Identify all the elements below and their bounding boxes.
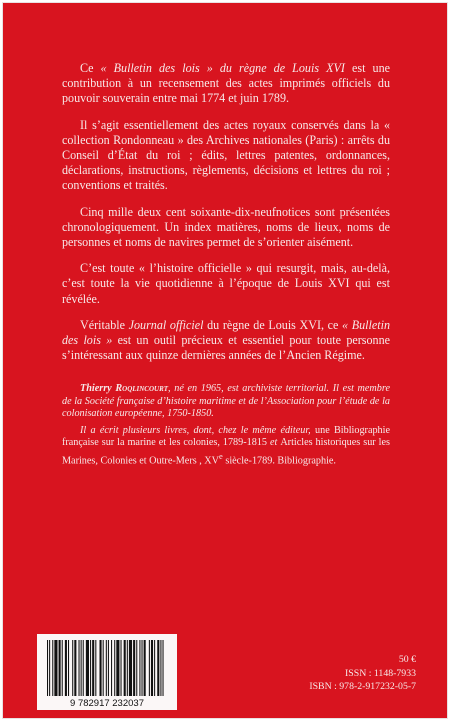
barcode-bar — [139, 640, 140, 696]
barcode-bar — [116, 640, 119, 696]
barcode-bar — [83, 640, 84, 696]
blurb-text — [62, 61, 390, 363]
barcode-bar — [124, 640, 126, 696]
barcode-bar — [103, 640, 104, 696]
barcode-bar — [90, 640, 91, 696]
barcode-bar — [72, 640, 73, 696]
barcode-bar — [129, 640, 132, 696]
barcode-bar — [108, 640, 109, 696]
barcode-bar — [136, 640, 137, 696]
author-bio-paragraph-2: Il a écrit plusieurs livres, dont, chez le même éditeur, une Bibliographie française sur la marine et les colonies, 1789-1815 et Articles historiques sur les Marines, Colonies et Outre-Mers , XVe siècle-1789. Bibliographie. — [62, 424, 391, 467]
barcode-bar — [163, 640, 164, 696]
barcode-bar — [74, 640, 76, 696]
barcode-bar — [49, 640, 50, 696]
barcode-bar — [151, 640, 153, 696]
barcode-bar — [62, 640, 63, 696]
barcode-bars — [37, 634, 177, 710]
barcode — [37, 634, 177, 710]
issn: ISSN : 1148-7933 — [345, 667, 416, 679]
barcode-bar — [127, 640, 128, 696]
barcode-bar — [52, 640, 53, 696]
author-bio — [62, 383, 390, 472]
barcode-digits: 9 782917 232037 — [70, 698, 144, 709]
barcode-bar — [100, 640, 102, 696]
barcode-bar — [79, 640, 80, 696]
barcode-bar — [92, 640, 94, 696]
blurb-paragraph-1: Ce « Bulletin des lois » du règne de Louis XVI est une contribution à un recensement des actes imprimés officiels du pouvoir souverain entre mai 1774 et juin 1789. — [62, 61, 390, 106]
barcode-bar — [111, 640, 112, 696]
barcode-bar — [68, 640, 69, 696]
barcode-bar — [86, 640, 89, 696]
barcode-bar — [95, 640, 96, 696]
blurb-paragraph-3: Cinq mille deux cent soixante-dix-neufnotices sont présentées chronologiquement. Un index matières, noms de lieux, noms de personnes et noms de navires permet de s’orienter aisément. — [62, 204, 390, 250]
back-cover — [3, 3, 447, 718]
price: 50 € — [398, 654, 416, 665]
blurb-paragraph-4: C’est toute « l’histoire officielle » qui resurgit, mais, au-delà, c’est toute la vie quotidienne à l’époque de Louis XVI qui est révélée. — [62, 261, 390, 306]
barcode-bar — [160, 640, 161, 696]
barcode-bar — [54, 640, 57, 696]
barcode-bar — [121, 640, 122, 696]
barcode-bar — [154, 640, 155, 696]
blurb-paragraph-2: Il s’agit essentiellement des actes royaux conservés dans la « collection Rondonneau » des Archives nationales (Paris) : arrêts du Conseil d’État du roi ; édits, lettres patentes, ordonnances, déclarations, instructions, règlements, décisions et lettres du roi ; conventions et traités. — [62, 117, 390, 193]
barcode-bar — [142, 640, 143, 696]
author-name: Thierry Roqlincourt — [80, 383, 169, 394]
barcode-bar — [149, 640, 150, 696]
barcode-bar — [81, 640, 82, 696]
blurb-paragraph-5: Véritable Journal officiel du règne de Louis XVI, ce « Bulletin des lois » est un outil précieux et essentiel pour toute personne s’intéressant aux quinze dernières années de l’Ancien Régime. — [62, 317, 391, 363]
barcode-bar — [106, 640, 107, 696]
isbn: ISBN : 978-2-917232-05-7 — [309, 681, 416, 692]
barcode-bar — [65, 640, 67, 696]
price-block — [309, 653, 416, 694]
barcode-bar — [144, 640, 146, 696]
book-title-inline: « Bulletin des lois » du règne de Louis XVI — [100, 61, 345, 75]
barcode-bar — [114, 640, 115, 696]
barcode-bar — [133, 640, 135, 696]
barcode-bar — [47, 640, 48, 696]
barcode-bar — [59, 640, 61, 696]
author-bio-paragraph-1: Thierry Roqlincourt, né en 1965, est archiviste territorial. Il est membre de la Société française d’histoire maritime et de l’Association pour l’étude de la colonisation européenne, 1750-1850. — [62, 383, 390, 420]
barcode-bar — [157, 640, 159, 696]
